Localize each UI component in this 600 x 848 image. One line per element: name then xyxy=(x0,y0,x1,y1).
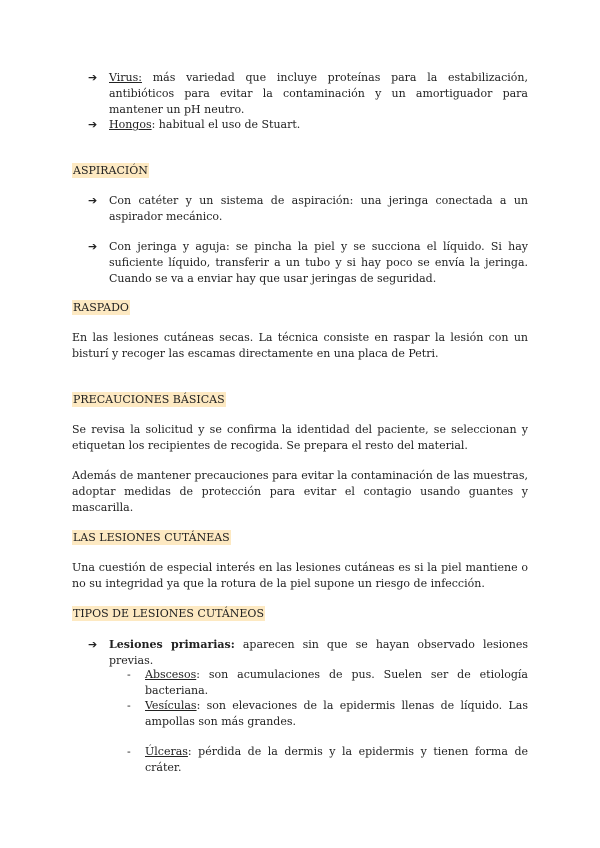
term-primarias: Lesiones primarias: xyxy=(109,638,235,651)
arrow-icon: ➔ xyxy=(88,118,98,131)
heading-lesiones: LAS LESIONES CUTÁNEAS xyxy=(73,531,230,544)
paragraph-lesiones: Una cuestión de especial interés en las lesiones cutáneas es si la piel mantiene o no su integridad ya que la rotura de la piel supone un riesgo de infección. xyxy=(72,561,528,590)
bullet-aspiracion-1 xyxy=(88,193,528,225)
heading-precauciones: PRECAUCIONES BÁSICAS xyxy=(73,393,225,406)
bullet-virus-text xyxy=(109,70,528,118)
arrow-icon: ➔ xyxy=(88,194,98,207)
heading-tipos: TIPOS DE LESIONES CUTÁNEOS xyxy=(73,607,264,620)
dash-marker: - xyxy=(127,745,131,758)
term-abscesos: Abscesos xyxy=(145,668,197,681)
bullet-hongos-text xyxy=(109,117,528,133)
hongos-description: : habitual el uso de Stuart. xyxy=(151,118,301,131)
primarias-description: aparecen sin que se hayan observado lesiones previas. xyxy=(109,638,528,667)
arrow-icon: ➔ xyxy=(88,638,98,651)
subitem-ulceras-text xyxy=(145,744,528,776)
arrow-icon: ➔ xyxy=(88,71,98,84)
term-virus: Virus: xyxy=(109,71,142,84)
bullet-primarias-text xyxy=(109,637,528,669)
subitem-abscesos-text xyxy=(145,667,528,699)
ulceras-description: : pérdida de la dermis y la epidermis y tienen forma de cráter. xyxy=(145,745,528,774)
term-hongos: Hongos xyxy=(109,118,152,131)
bullet-virus xyxy=(88,70,528,118)
bullet-aspiracion-2-text: Con jeringa y aguja: se pincha la piel y se succiona el líquido. Si hay suficiente líquido, transferir a un tubo y si hay poco se envía la jeringa. Cuando se va a enviar hay que usar jeringas de seguridad. xyxy=(109,240,528,285)
vesiculas-description: : son elevaciones de la epidermis llenas de líquido. Las ampollas son más grandes. xyxy=(145,699,528,728)
paragraph-precauciones-2: Además de mantener precauciones para evitar la contaminación de las muestras, adoptar medidas de protección para evitar el contagio usando guantes y mascarilla. xyxy=(72,469,528,514)
paragraph-raspado: En las lesiones cutáneas secas. La técnica consiste en raspar la lesión con un bisturí y recoger las escamas directamente en una placa de Petri. xyxy=(72,331,528,360)
term-ulceras: Úlceras xyxy=(145,745,188,758)
heading-raspado: RASPADO xyxy=(73,301,129,314)
paragraph-precauciones-1: Se revisa la solicitud y se confirma la identidad del paciente, se seleccionan y etiquetan los recipientes de recogida. Se prepara el resto del material. xyxy=(72,423,528,452)
virus-description: más variedad que incluye proteínas para la estabilización, antibióticos para evitar la contaminación y un amortiguador para mantener un pH neutro. xyxy=(109,71,528,116)
bullet-hongos xyxy=(88,117,528,133)
dash-marker: - xyxy=(127,699,131,712)
bullet-aspiracion-1-text: Con catéter y un sistema de aspiración: una jeringa conectada a un aspirador mecánico. xyxy=(109,194,528,223)
subitem-vesiculas-text xyxy=(145,698,528,730)
term-vesiculas: Vesículas xyxy=(145,699,197,712)
abscesos-description: : son acumulaciones de pus. Suelen ser de etiología bacteriana. xyxy=(145,668,528,697)
arrow-icon: ➔ xyxy=(88,240,98,253)
subitem-vesiculas xyxy=(127,698,528,730)
bullet-aspiracion-2 xyxy=(88,239,528,287)
subitem-abscesos xyxy=(127,667,528,699)
bullet-lesiones-primarias xyxy=(88,637,528,669)
dash-marker: - xyxy=(127,668,131,681)
heading-aspiracion: ASPIRACIÓN xyxy=(73,164,148,177)
subitem-ulceras xyxy=(127,744,528,776)
